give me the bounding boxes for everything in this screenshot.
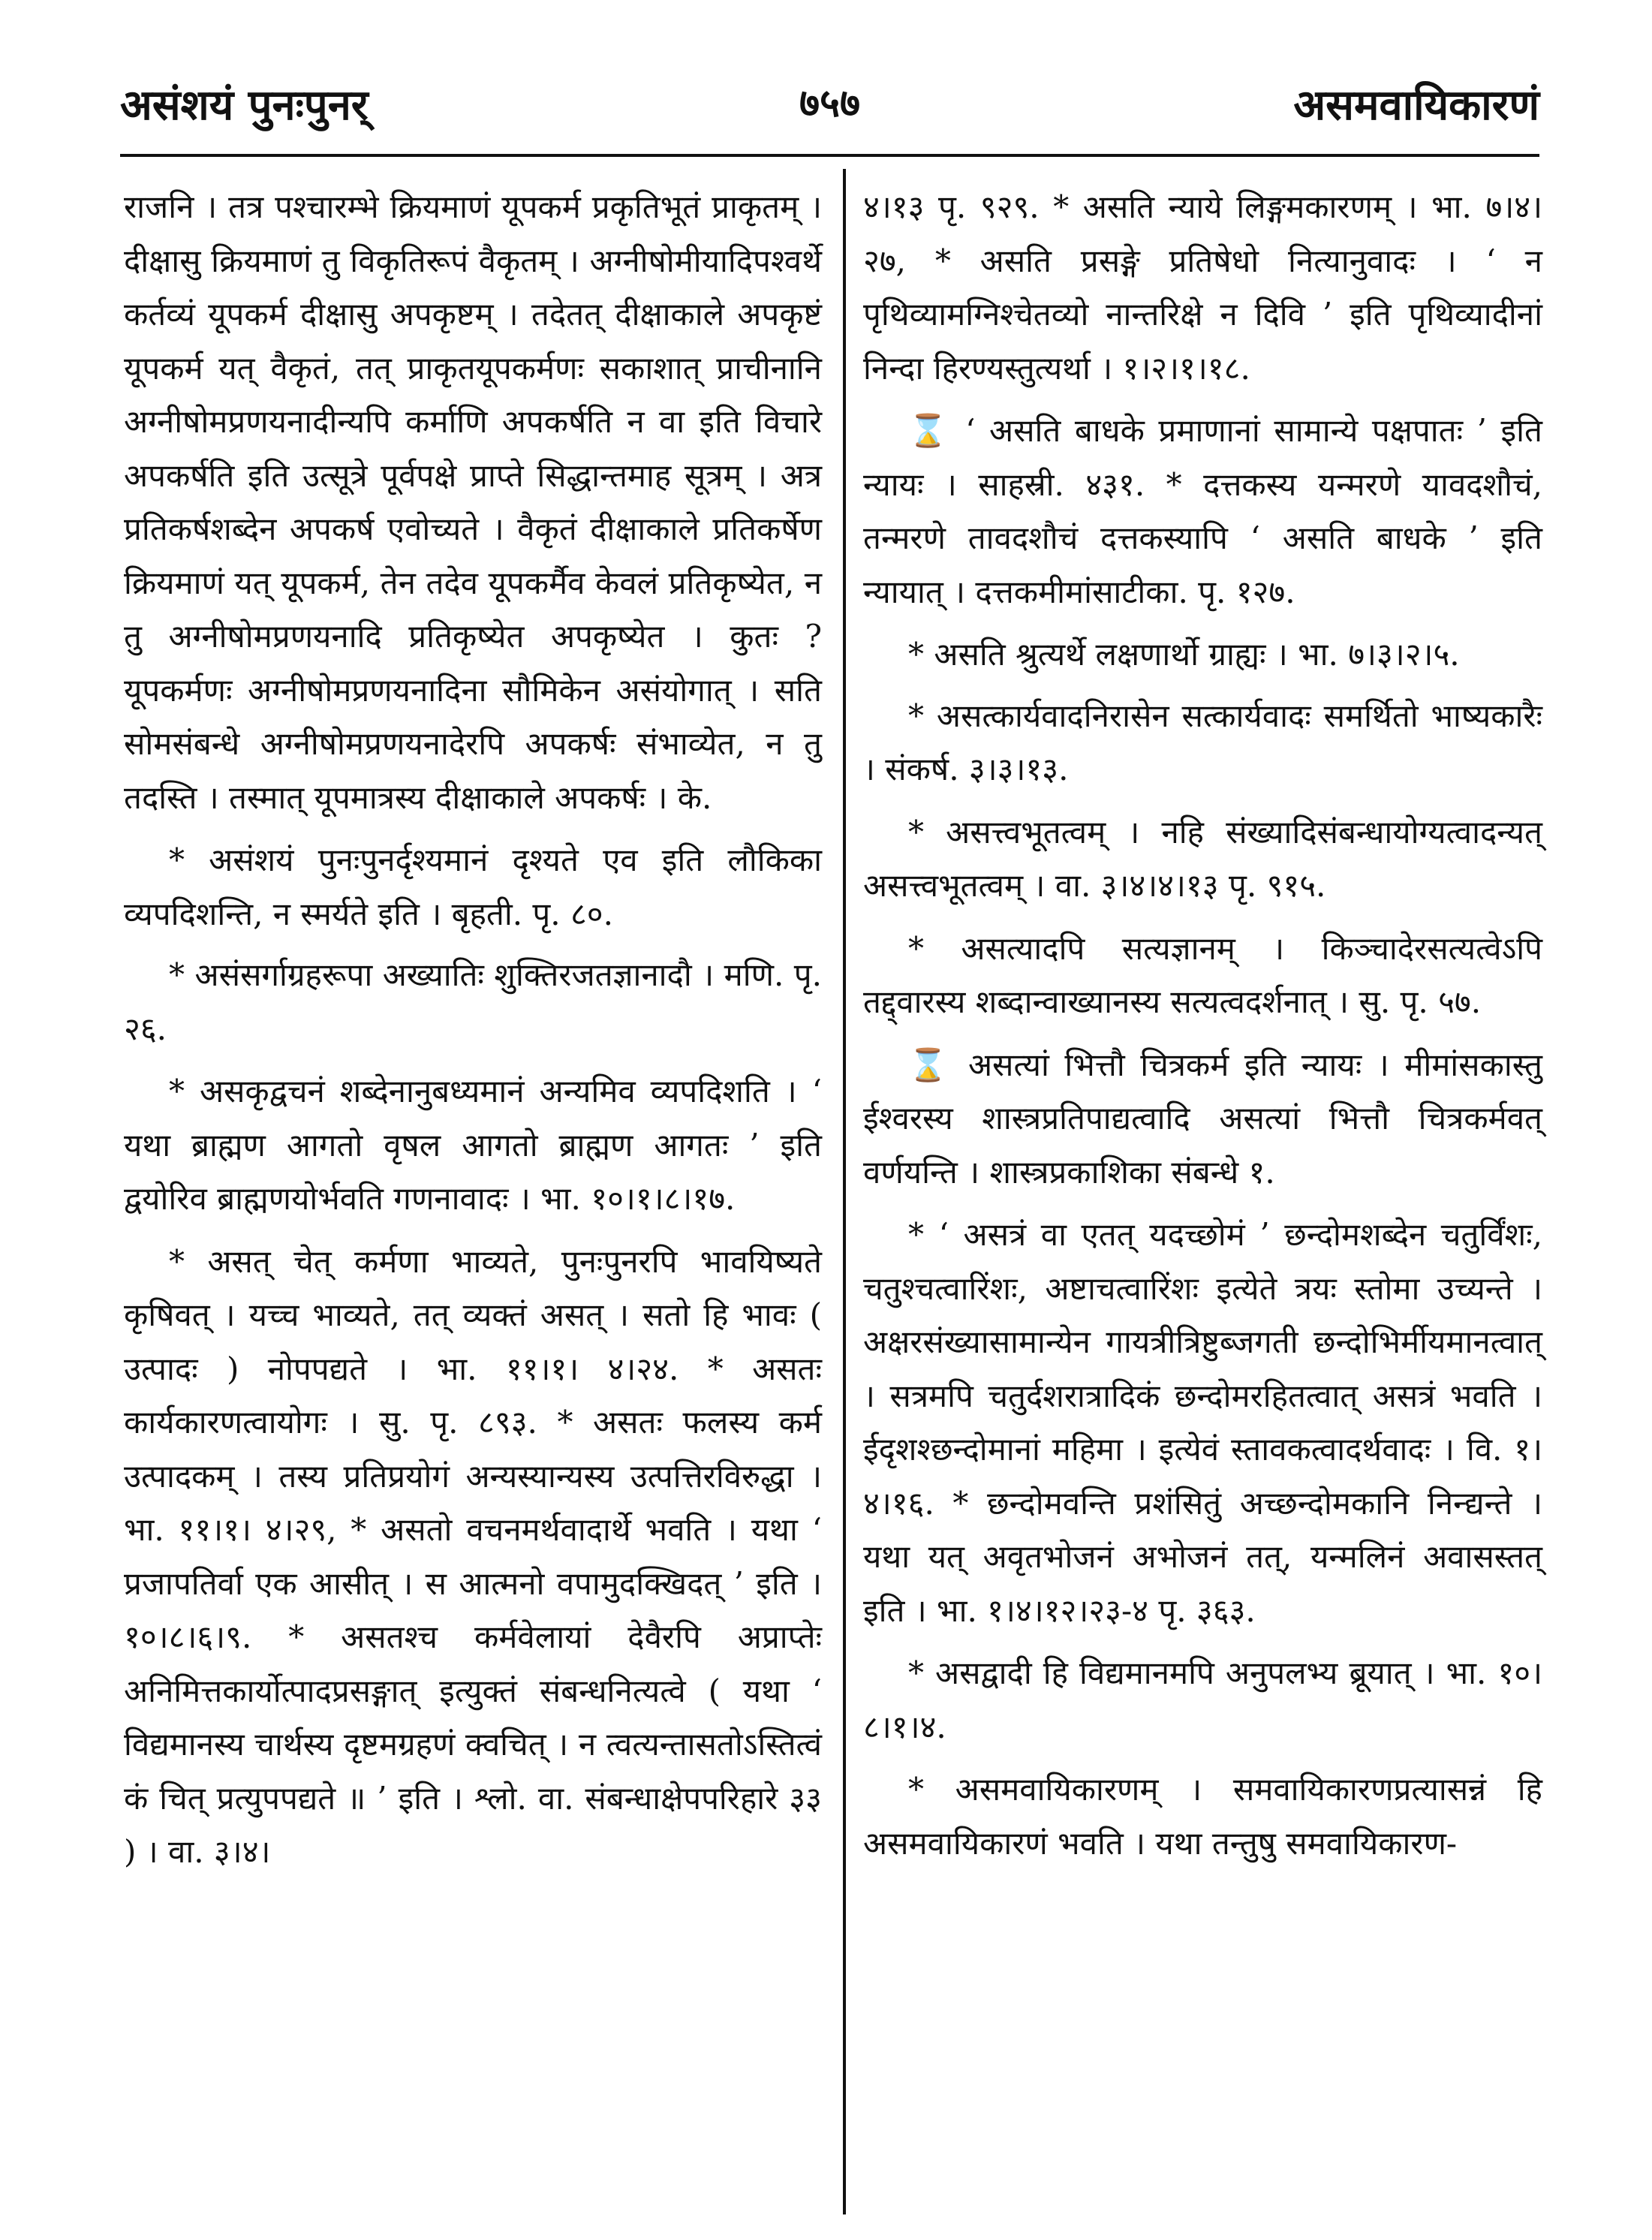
maxim-paragraph: ⌛ ‘ असति बाधके प्रमाणानां सामान्ये पक्षपातः ’ इति न्यायः । साहस्री. ४३१. * दत्तकस्य यन्मरणे यावदशौचं, तन्मरणे तावदशौचं दत्तकस्यापि ‘ असति बाधके ’ इति न्यायात् । दत्तकमीमांसाटीका. पृ. १२७. <box>863 412 1542 610</box>
page-header <box>120 75 1539 150</box>
column-divider <box>843 169 846 2214</box>
maxim-paragraph: ⌛ असत्यां भित्तौ चित्रकर्म इति न्यायः । मीमांसकास्तु ईश्वरस्य शास्त्रप्रतिपाद्यत्वादि असत्यां भित्तौ चित्रकर्मवत् वर्णयन्ति । शास्त्रप्रकाशिका संबन्धे १. <box>863 1046 1542 1191</box>
entry-paragraph: * असत्त्वभूतत्वम् । नहि संख्यादिसंबन्धायोग्यत्वादन्यत् असत्त्वभूतत्वम् । वा. ३।४।४।१३ पृ. ९१५. <box>863 813 1542 904</box>
entry-paragraph: * ‘ असत्रं वा एतत् यदच्छोमं ’ छन्दोमशब्देन चतुर्विंशः, चतुश्चत्वारिंशः, अष्टाचत्वारिंशः इत्येते त्रयः स्तोमा उच्यन्ते । अक्षरसंख्यासामान्येन गायत्रीत्रिष्टुब्जगती छन्दोभिर्मीयमानत्वात् । सत्रमपि चतुर्दशरात्रादिकं छन्दोमरहितत्वात् असत्रं भवति । ईदृशश्छन्दोमानां महिमा । इत्येवं स्तावकत्वादर्थवादः । वि. १।४।१६. * छन्दोमवन्ति प्रशंसितुं अच्छन्दोमकानि निन्द्यन्ते । यथा यत् अवृतभोजनं अभोजनं तत्, यन्मलिनं अवासस्तत् इति । भा. १।४।१२।२३-४ पृ. ३६३. <box>863 1216 1542 1629</box>
entry-paragraph: * असद्वादी हि विद्यमानमपि अनुपलभ्य ब्रूयात् । भा. १०।८।१।४. <box>863 1654 1542 1745</box>
entry-paragraph: * असंशयं पुनःपुनर्दृश्यमानं दृश्यते एव इति लौकिका व्यपदिशन्ति, न स्मर्यते इति । बृहती. पृ. ८०. <box>124 842 822 932</box>
right-column <box>863 180 1542 1877</box>
entry-paragraph: * असत्कार्यवादनिरासेन सत्कार्यवादः समर्थितो भाष्यकारैः । संकर्ष. ३।३।१३. <box>863 697 1542 787</box>
entry-paragraph: * असति श्रुत्यर्थे लक्षणार्थो ग्राह्यः । भा. ७।३।२।५. <box>908 636 1460 673</box>
running-head-left: असंशयं पुनःपुनर् <box>120 80 369 130</box>
entry-paragraph: * असत्यादपि सत्यज्ञानम् । किञ्चादेरसत्यत्वेऽपि तद्द्वारस्य शब्दान्वाख्यानस्य सत्यत्वदर्शनात् । सु. पृ. ५७. <box>863 929 1542 1020</box>
entry-paragraph: ४।१३ पृ. ९२९. * असति न्याये लिङ्गमकारणम् । भा. ७।४।२७, * असति प्रसङ्गे प्रतिषेधो नित्यानुवादः । ‘ न पृथिव्यामग्निश्चेतव्यो नान्तरिक्षे न दिवि ’ इति पृथिव्यादीनां निन्दा हिरण्यस्तुत्यर्था । १।२।१।१८. <box>863 188 1542 387</box>
running-head-right: असमवायिकारणं <box>1293 80 1539 130</box>
page-number: ७५७ <box>799 80 861 126</box>
entry-paragraph: * असमवायिकारणम् । समवायिकारणप्रत्यासन्नं हि असमवायिकारणं भवति । यथा तन्तुषु समवायिकारण- <box>863 1771 1542 1862</box>
entry-paragraph: * असत् चेत् कर्मणा भाव्यते, पुनःपुनरपि भावयिष्यते कृषिवत् । यच्च भाव्यते, तत् व्यक्तं असत् । सतो हि भावः ( उत्पादः ) नोपपद्यते । भा. ११।१। ४।२४. * असतः कार्यकारणत्वायोगः । सु. पृ. ८९३. * असतः फलस्य कर्म उत्पादकम् । तस्य प्रतिप्रयोगं अन्यस्यान्यस्य उत्पत्तिरविरुद्धा । भा. ११।१। ४।२९, * असतो वचनमर्थवादार्थे भवति । यथा ‘ प्रजापतिर्वा एक आसीत् । स आत्मनो वपामुदक्खिदत् ’ इति । १०।८।६।९. * असतश्च कर्मवेलायां देवैरपि अप्राप्तेः अनिमित्तकार्योत्पादप्रसङ्गात् इत्युक्तं संबन्धनित्यत्वे ( यथा ‘ विद्यमानस्य चार्थस्य दृष्टमग्रहणं क्वचित् । न त्वत्यन्तासतोऽस्तित्वं कं चित् प्रत्युपपद्यते ॥ ’ इति । श्लो. वा. संबन्धाक्षेपपरिहारे ३३ ) । वा. ३।४। <box>124 1242 822 1870</box>
entry-paragraph: * असंसर्गाग्रहरूपा अख्यातिः शुक्तिरजतज्ञानादौ । मणि. पृ. २६. <box>124 956 822 1047</box>
header-rule <box>120 154 1539 157</box>
entry-paragraph: राजनि । तत्र पश्चारम्भे क्रियमाणं यूपकर्म प्रकृतिभूतं प्राकृतम् । दीक्षासु क्रियमाणं तु विकृतिरूपं वैकृतम् । अग्नीषोमीयादिपश्वर्थे कर्तव्यं यूपकर्म दीक्षासु अपकृष्टम् । तदेतत् दीक्षाकाले अपकृष्टं यूपकर्म यत् वैकृतं, तत् प्राकृतयूपकर्मणः सकाशात् प्राचीनानि अग्नीषोमप्रणयनादीन्यपि कर्माणि अपकर्षति न वा इति विचारे अपकर्षति इति उत्सूत्रे पूर्वपक्षे प्राप्ते सिद्धान्तमाह सूत्रम् । अत्र प्रतिकर्षशब्देन अपकर्ष एवोच्यते । वैकृतं दीक्षाकाले प्रतिकर्षेण क्रियमाणं यत् यूपकर्म, तेन तदेव यूपकर्मैव केवलं प्रतिकृष्येत, न तु अग्नीषोमप्रणयनादि प्रतिकृष्येत अपकृष्येत । कुतः ? यूपकर्मणः अग्नीषोमप्रणयनादिना सौमिकेन असंयोगात् । सति सोमसंबन्धे अग्नीषोमप्रणयनादेरपि अपकर्षः संभाव्येत, न तु तदस्ति । तस्मात् यूपमात्रस्य दीक्षाकाले अपकर्षः । के. <box>124 188 822 816</box>
left-column <box>124 180 822 1886</box>
entry-paragraph: * असकृद्वचनं शब्देनानुबध्यमानं अन्यमिव व्यपदिशति । ‘ यथा ब्राह्मण आगतो वृषल आगतो ब्राह्मण आगतः ’ इति द्वयोरिव ब्राह्मणयोर्भवति गणनावादः । भा. १०।१।८।१७. <box>124 1073 822 1217</box>
